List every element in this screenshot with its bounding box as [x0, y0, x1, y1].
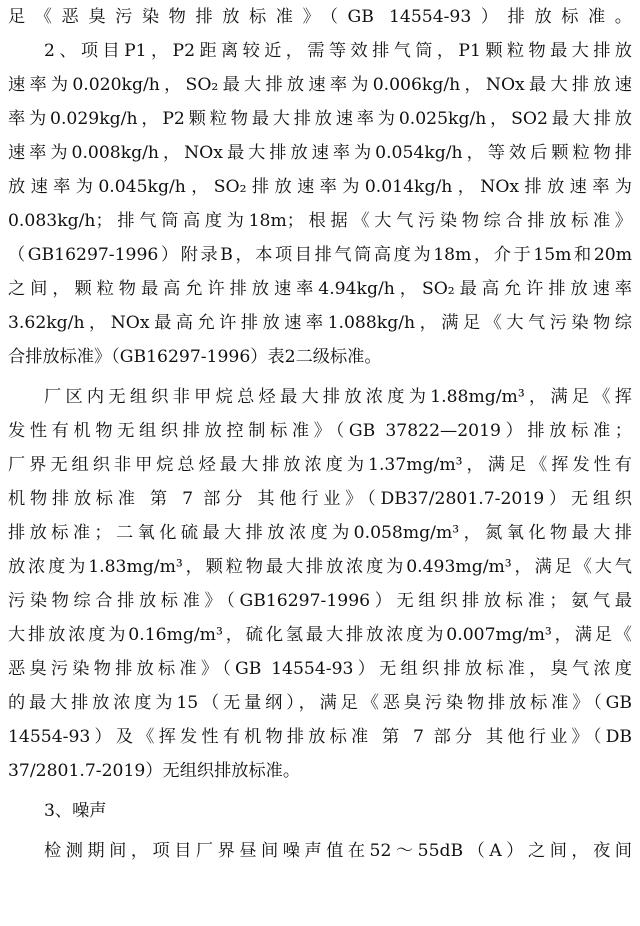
- text-line: 之间，颗粒物最高允许排放速率4.94kg/h，SO₂最高允许排放速率: [8, 279, 632, 299]
- text-line: 厂界无组织非甲烷总烃最大排放浓度为1.37mg/m³，满足《挥发性有: [8, 455, 632, 475]
- section-heading: 3、噪声: [44, 801, 107, 821]
- text-line: 速率为0.008kg/h，NOx最大排放速率为0.054kg/h，等效后颗粒物排: [8, 143, 632, 163]
- text-line: 2、项目P1，P2距离较近，需等效排气筒，P1颗粒物最大排放: [44, 41, 632, 61]
- text-line: 足《恶臭污染物排放标准》（GB 14554-93）排放标准。: [8, 7, 632, 27]
- text-line: 率为0.029kg/h，P2颗粒物最大排放速率为0.025kg/h，SO2最大排放: [8, 109, 632, 129]
- text-line: 合排放标准》（GB16297-1996）表2二级标准。: [8, 347, 382, 367]
- text-line: 机物排放标准 第 7 部分 其他行业》（DB37/2801.7-2019）无组织: [8, 489, 632, 509]
- text-line: 恶臭污染物排放标准》（GB 14554-93）无组织排放标准，臭气浓度: [8, 659, 632, 679]
- document-body: [8, 0, 632, 868]
- text-line: 的最大排放浓度为15（无量纲），满足《恶臭污染物排放标准》（GB: [8, 693, 632, 713]
- text-line: 污染物综合排放标准》（GB16297-1996）无组织排放标准；氨气最: [8, 591, 632, 611]
- text-line: 排放标准；二氧化硫最大排放浓度为0.058mg/m³，氮氧化物最大排: [8, 523, 632, 543]
- text-line: 0.083kg/h；排气筒高度为18m；根据《大气污染物综合排放标准》: [8, 211, 632, 231]
- text-line: 放浓度为1.83mg/m³，颗粒物最大排放浓度为0.493mg/m³，满足《大气: [8, 557, 632, 577]
- text-line: 检测期间，项目厂界昼间噪声值在52～55dB（A）之间，夜间: [44, 841, 632, 861]
- text-line: 14554-93）及《挥发性有机物排放标准 第 7 部分 其他行业》（DB: [8, 727, 632, 747]
- text-line: 速率为0.020kg/h，SO₂最大排放速率为0.006kg/h，NOx最大排放速: [8, 75, 632, 95]
- text-line: 大排放浓度为0.16mg/m³，硫化氢最大排放浓度为0.007mg/m³，满足《: [8, 625, 632, 645]
- text-line: （GB16297-1996）附录B，本项目排气筒高度为18m，介于15m和20m: [8, 245, 632, 265]
- text-line: 3.62kg/h，NOx最高允许排放速率1.088kg/h，满足《大气污染物综: [8, 313, 632, 333]
- text-line: 厂区内无组织非甲烷总烃最大排放浓度为1.88mg/m³，满足《挥: [44, 387, 632, 407]
- text-line: 37/2801.7-2019）无组织排放标准。: [8, 761, 301, 781]
- text-line: 放速率为0.045kg/h，SO₂排放速率为0.014kg/h，NOx排放速率为: [8, 177, 632, 197]
- text-line: 发性有机物无组织排放控制标准》（GB 37822—2019）排放标准；: [8, 421, 632, 441]
